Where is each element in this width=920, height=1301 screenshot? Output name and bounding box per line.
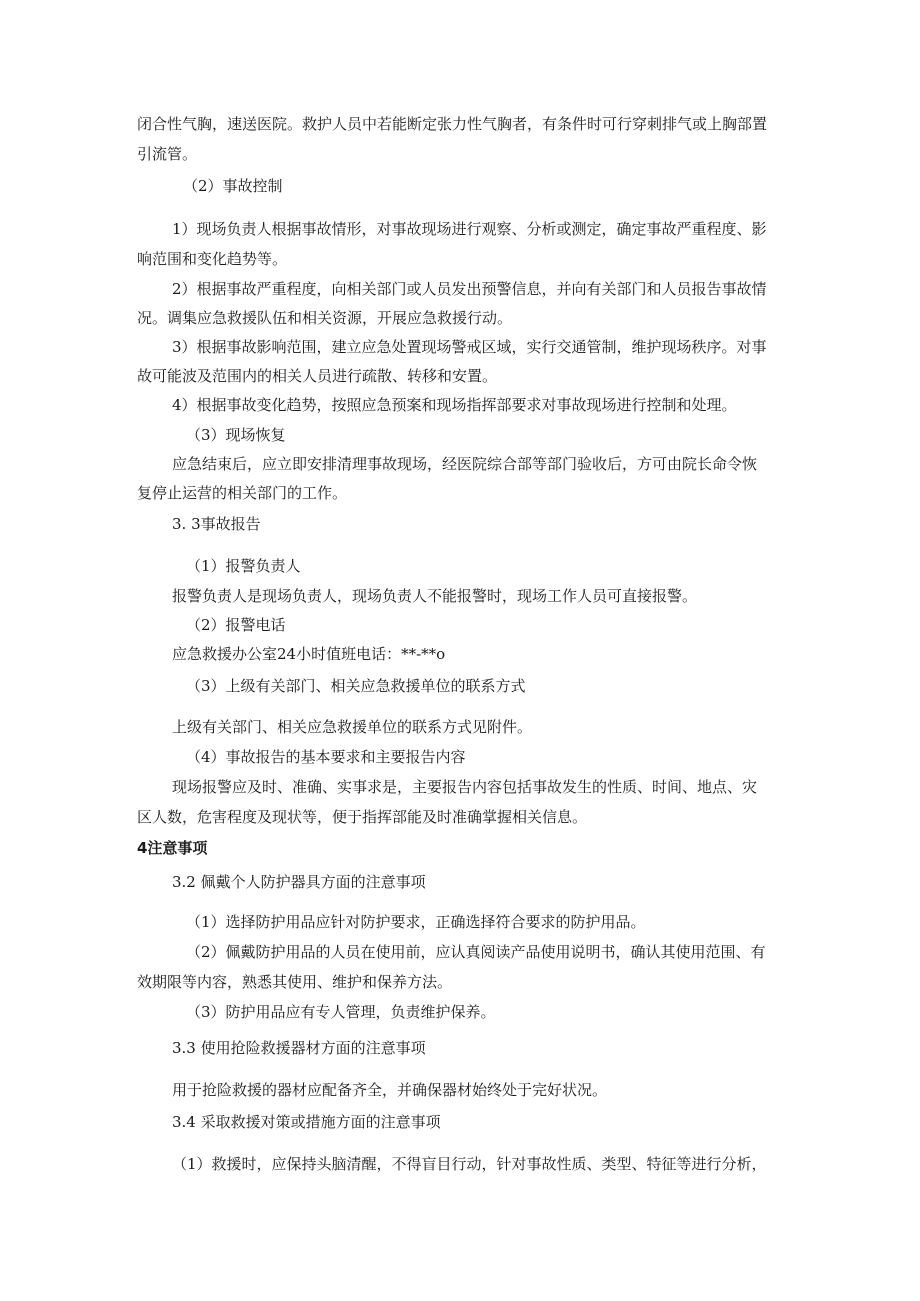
text-line: 引流管。 [137,145,198,163]
text-line: 区人数，危害程度及现状等，便于指挥部能及时准确掌握相关信息。 [137,808,588,826]
section-heading: （3）现场恢复 [186,426,286,444]
text-line: 效期限等内容，熟悉其使用、维护和保养方法。 [137,973,453,991]
text-line: （3）防护用品应有专人管理，负责维护保养。 [186,1003,496,1021]
section-heading: （2）事故控制 [183,177,283,195]
text-line: 现场报警应及时、准确、实事求是，主要报告内容包括事故发生的性质、时间、地点、灾 [172,778,758,796]
text-line: 3）根据事故影响范围，建立应急处置现场警戒区域，实行交通管制，维护现场秩序。对事 [172,338,767,356]
section-heading: （3）上级有关部门、相关应急救援单位的联系方式 [186,677,526,695]
text-line: 复停止运营的相关部门的工作。 [137,484,348,502]
text-line: 应急结束后，应立即安排清理事故现场，经医院综合部等部门验收后，方可由院长命令恢 [172,455,758,473]
section-heading: 3.4 采取救援对策或措施方面的注意事项 [172,1113,441,1131]
text-line: 上级有关部门、相关应急救援单位的联系方式见附件。 [172,718,533,736]
text-line: （2）佩戴防护用品的人员在使用前，应认真阅读产品使用说明书，确认其使用范围、有 [186,943,766,961]
text-line: 2）根据事故严重程度，向相关部门或人员发出预警信息，并向有关部门和人员报告事故情 [172,280,767,298]
section-heading: （1）报警负责人 [186,557,301,575]
text-line: 闭合性气胸，速送医院。救护人员中若能断定张力性气胸者，有条件时可行穿刺排气或上胸部置 [137,115,768,133]
text-line: 响范围和变化趋势等。 [137,250,288,268]
text-line: 用于抢险救援的器材应配备齐全，并确保器材始终处于完好状况。 [172,1081,608,1099]
section-heading: （4）事故报告的基本要求和主要报告内容 [186,748,466,766]
text-line: （1）选择防护用品应针对防护要求，正确选择符合要求的防护用品。 [186,913,646,931]
phone-line: 应急救援办公室24小时值班电话：**-**o [172,645,446,663]
section-heading: 3. 3事故报告 [172,515,261,533]
text-line: 1）现场负责人根据事故情形，对事故现场进行观察、分析或测定，确定事故严重程度、影 [172,220,767,238]
text-line: 报警负责人是现场负责人，现场负责人不能报警时，现场工作人员可直接报警。 [172,587,698,605]
chapter-heading: 4注意事项 [137,839,208,857]
text-line: 况。调集应急救援队伍和相关资源，开展应急救援行动。 [137,309,513,327]
section-heading: 3.2 佩戴个人防护器具方面的注意事项 [172,873,426,891]
text-line: （1）救援时，应保持头脑清醒，不得盲目行动，针对事故性质、类型、特征等进行分析， [172,1155,767,1173]
section-heading: （2）报警电话 [186,616,286,634]
text-line: 故可能波及范围内的相关人员进行疏散、转移和安置。 [137,367,498,385]
text-line: 4）根据事故变化趋势，按照应急预案和现场指挥部要求对事故现场进行控制和处理。 [172,396,737,414]
section-heading: 3.3 使用抢险救援器材方面的注意事项 [172,1039,426,1057]
